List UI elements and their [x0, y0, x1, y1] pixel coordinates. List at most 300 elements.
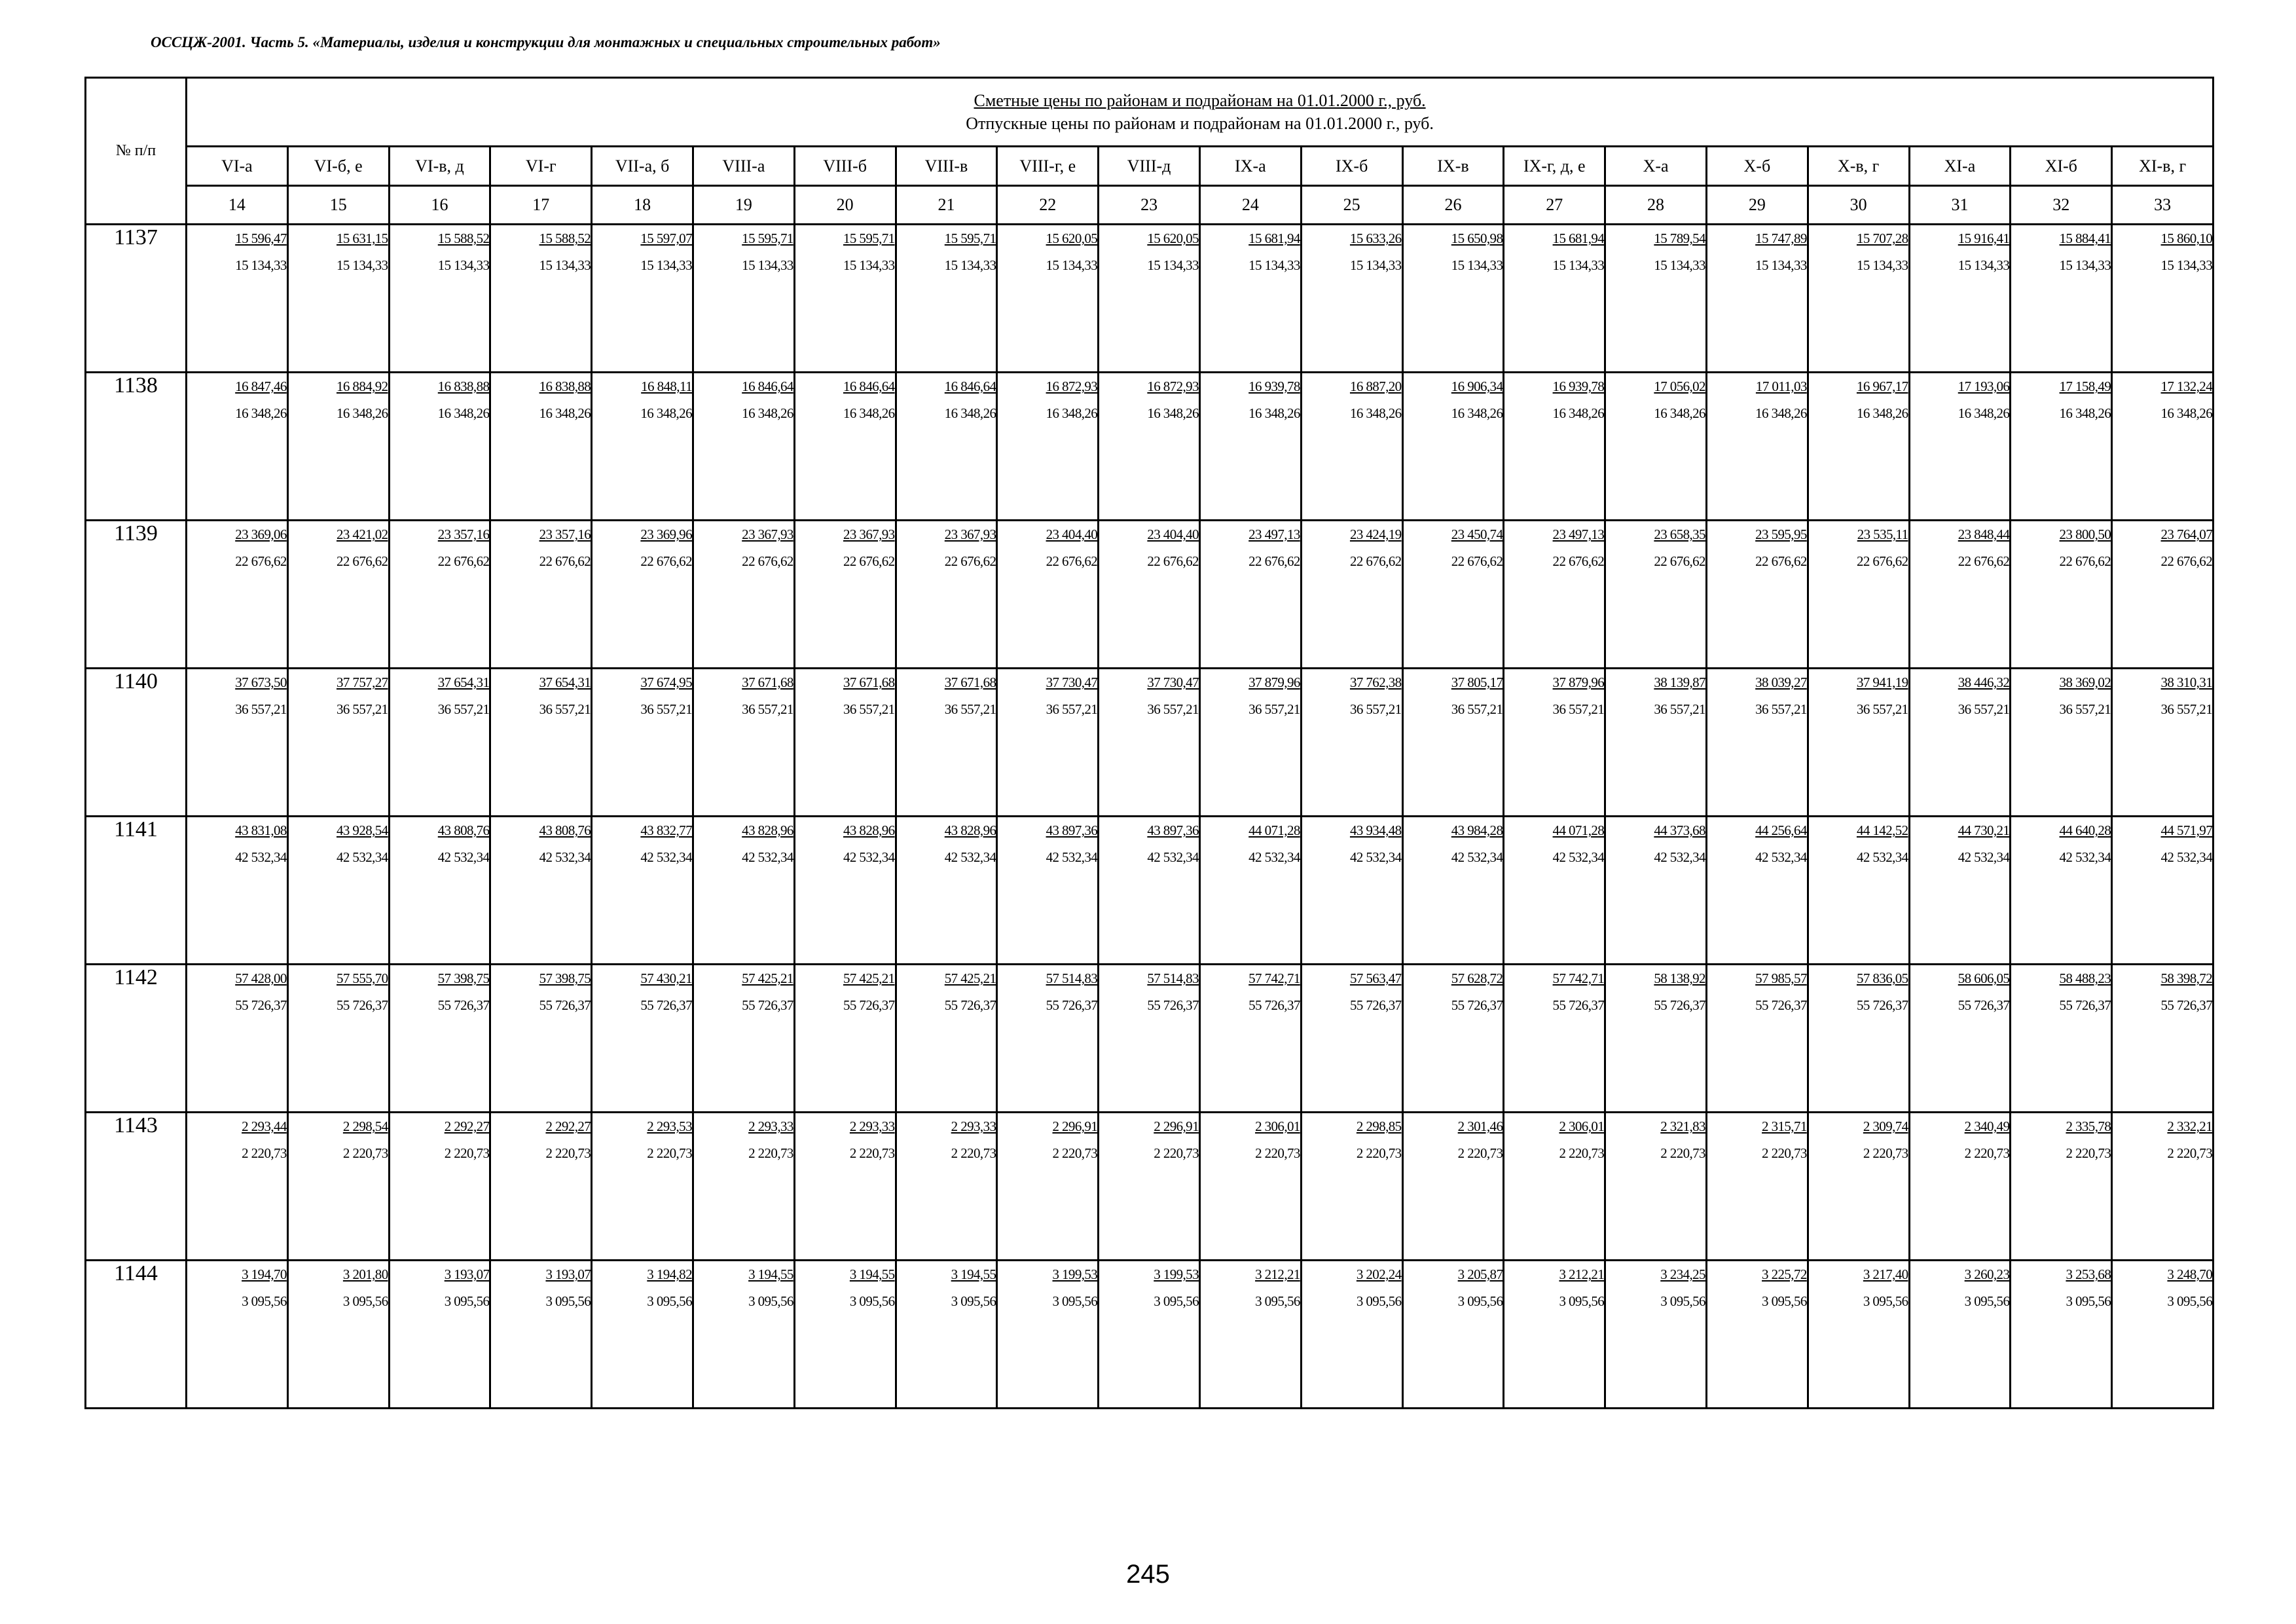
release-price: 42 532,34 — [1856, 849, 1908, 865]
estimate-price: 2 292,27 — [545, 1118, 591, 1134]
estimate-price: 2 293,33 — [951, 1118, 996, 1134]
estimate-price: 3 199,53 — [1052, 1266, 1098, 1282]
estimate-price: 23 369,96 — [640, 526, 692, 542]
release-price: 42 532,34 — [2160, 849, 2213, 865]
price-cell — [2011, 1113, 2112, 1261]
price-cell — [693, 373, 794, 521]
release-price: 36 557,21 — [944, 701, 996, 717]
price-cell — [896, 521, 997, 669]
price-cell — [794, 1261, 896, 1409]
estimate-price: 57 563,47 — [1349, 970, 1402, 986]
release-price: 42 532,34 — [1248, 849, 1300, 865]
release-price: 36 557,21 — [843, 701, 895, 717]
estimate-price: 2 293,44 — [242, 1118, 287, 1134]
estimate-price: 2 298,54 — [342, 1118, 388, 1134]
region-header: VIII-в — [896, 147, 997, 186]
estimate-price: 23 800,50 — [2059, 526, 2111, 542]
release-price: 15 134,33 — [1046, 257, 1098, 273]
estimate-price: 16 846,64 — [843, 378, 895, 394]
price-cell — [693, 965, 794, 1113]
price-cell — [1808, 817, 1909, 965]
estimate-price: 2 298,85 — [1356, 1118, 1402, 1134]
price-cell — [490, 225, 592, 373]
price-cell — [794, 669, 896, 817]
price-cell — [490, 373, 592, 521]
estimate-price: 3 234,25 — [1660, 1266, 1705, 1282]
estimate-price: 16 939,78 — [1248, 378, 1300, 394]
price-cell — [1909, 817, 2011, 965]
release-price: 15 134,33 — [2059, 257, 2111, 273]
estimate-price: 16 939,78 — [1552, 378, 1605, 394]
estimate-price: 2 332,21 — [2167, 1118, 2213, 1134]
release-price: 22 676,62 — [1856, 553, 1908, 569]
region-header: IX-г, д, е — [1504, 147, 1605, 186]
estimate-price: 43 831,08 — [235, 822, 287, 838]
release-price: 16 348,26 — [742, 405, 793, 421]
estimate-price: 37 730,47 — [1147, 674, 1199, 690]
price-cell — [1504, 373, 1605, 521]
estimate-price: 23 357,16 — [437, 526, 490, 542]
release-price: 22 676,62 — [742, 553, 793, 569]
release-price: 16 348,26 — [539, 405, 591, 421]
price-cell — [187, 1261, 288, 1409]
release-price: 36 557,21 — [1451, 701, 1503, 717]
estimate-price: 17 132,24 — [2160, 378, 2213, 394]
price-cell — [2112, 965, 2214, 1113]
release-price: 22 676,62 — [1046, 553, 1098, 569]
price-cell — [592, 225, 693, 373]
table-row — [86, 817, 2214, 965]
release-price: 36 557,21 — [336, 701, 388, 717]
release-price: 2 220,73 — [1863, 1145, 1908, 1161]
price-cell — [389, 669, 490, 817]
release-price: 15 134,33 — [1147, 257, 1199, 273]
price-cell — [2112, 521, 2214, 669]
row-number: 1137 — [86, 225, 187, 373]
price-cell — [1909, 1261, 2011, 1409]
price-cell — [187, 1113, 288, 1261]
price-cell — [1808, 1261, 1909, 1409]
release-price: 3 095,56 — [951, 1293, 996, 1309]
release-price: 15 134,33 — [437, 257, 490, 273]
estimate-price: 3 194,55 — [748, 1266, 793, 1282]
column-number: 14 — [187, 186, 288, 225]
release-price: 36 557,21 — [1755, 701, 1807, 717]
price-cell — [1199, 1113, 1301, 1261]
column-number: 19 — [693, 186, 794, 225]
estimate-price: 3 202,24 — [1356, 1266, 1402, 1282]
price-cell — [1909, 965, 2011, 1113]
release-price: 36 557,21 — [1856, 701, 1908, 717]
estimate-price: 23 367,93 — [843, 526, 895, 542]
release-price: 3 095,56 — [647, 1293, 692, 1309]
price-cell — [1706, 817, 1808, 965]
price-cell — [592, 817, 693, 965]
release-price: 22 676,62 — [843, 553, 895, 569]
estimate-price: 3 212,21 — [1255, 1266, 1300, 1282]
release-price: 22 676,62 — [1654, 553, 1705, 569]
price-caption — [187, 78, 2214, 147]
price-cell — [1504, 1261, 1605, 1409]
release-price: 55 726,37 — [742, 997, 793, 1013]
estimate-price: 3 201,80 — [342, 1266, 388, 1282]
estimate-price: 15 595,71 — [843, 231, 895, 246]
column-number: 31 — [1909, 186, 2011, 225]
estimate-price: 2 340,49 — [1964, 1118, 2010, 1134]
estimate-price: 2 296,91 — [1154, 1118, 1199, 1134]
column-number: 25 — [1301, 186, 1402, 225]
release-price: 55 726,37 — [1654, 997, 1705, 1013]
release-price: 2 220,73 — [2066, 1145, 2111, 1161]
column-number-row — [86, 186, 2214, 225]
release-price: 16 348,26 — [1552, 405, 1605, 421]
release-price: 3 095,56 — [1863, 1293, 1908, 1309]
price-cell — [896, 817, 997, 965]
estimate-price: 15 860,10 — [2160, 231, 2213, 246]
estimate-price: 3 193,07 — [545, 1266, 591, 1282]
release-price: 2 220,73 — [444, 1145, 490, 1161]
estimate-price: 3 248,70 — [2167, 1266, 2213, 1282]
table-row — [86, 521, 2214, 669]
price-cell — [490, 669, 592, 817]
release-price: 16 348,26 — [1147, 405, 1199, 421]
estimate-price: 15 620,05 — [1147, 231, 1199, 246]
release-price: 42 532,34 — [944, 849, 996, 865]
release-price: 36 557,21 — [539, 701, 591, 717]
release-price: 42 532,34 — [539, 849, 591, 865]
estimate-price: 37 879,96 — [1552, 674, 1605, 690]
release-price: 3 095,56 — [1762, 1293, 1807, 1309]
price-cell — [592, 521, 693, 669]
release-price: 22 676,62 — [235, 553, 287, 569]
estimate-price: 2 306,01 — [1255, 1118, 1300, 1134]
release-price: 16 348,26 — [2160, 405, 2213, 421]
estimate-price: 16 838,88 — [539, 378, 591, 394]
price-cell — [389, 817, 490, 965]
release-price: 16 348,26 — [1248, 405, 1300, 421]
release-price: 55 726,37 — [1755, 997, 1807, 1013]
estimate-price: 15 588,52 — [539, 231, 591, 246]
estimate-price: 3 253,68 — [2066, 1266, 2111, 1282]
price-cell — [592, 1261, 693, 1409]
price-cell — [693, 1113, 794, 1261]
price-cell — [794, 817, 896, 965]
estimate-price-caption: Сметные цены по районам и подрайонам на 01.01.2000 г., руб. — [974, 91, 1426, 110]
estimate-price: 3 205,87 — [1457, 1266, 1503, 1282]
region-header: VIII-б — [794, 147, 896, 186]
estimate-price: 2 296,91 — [1052, 1118, 1098, 1134]
release-price: 15 134,33 — [2160, 257, 2213, 273]
price-cell — [1099, 965, 1200, 1113]
release-price: 15 134,33 — [1755, 257, 1807, 273]
release-price: 36 557,21 — [2059, 701, 2111, 717]
estimate-price: 43 828,96 — [843, 822, 895, 838]
region-header: IX-а — [1199, 147, 1301, 186]
estimate-price: 57 398,75 — [437, 970, 490, 986]
price-cell — [896, 373, 997, 521]
column-number: 28 — [1605, 186, 1707, 225]
price-cell — [1808, 1113, 1909, 1261]
region-header: VIII-г, е — [997, 147, 1099, 186]
price-cell — [693, 669, 794, 817]
price-cell — [287, 373, 389, 521]
estimate-price: 15 595,71 — [944, 231, 996, 246]
release-price: 3 095,56 — [2167, 1293, 2213, 1309]
price-cell — [2112, 669, 2214, 817]
estimate-price: 15 588,52 — [437, 231, 490, 246]
release-price: 36 557,21 — [437, 701, 490, 717]
estimate-price: 57 425,21 — [944, 970, 996, 986]
estimate-price: 43 832,77 — [640, 822, 692, 838]
price-cell — [389, 1261, 490, 1409]
estimate-price: 2 315,71 — [1762, 1118, 1807, 1134]
release-price: 36 557,21 — [1349, 701, 1402, 717]
price-cell — [187, 669, 288, 817]
column-number: 21 — [896, 186, 997, 225]
release-price: 16 348,26 — [1451, 405, 1503, 421]
release-price: 55 726,37 — [640, 997, 692, 1013]
price-cell — [389, 521, 490, 669]
price-cell — [1099, 817, 1200, 965]
estimate-price: 57 836,05 — [1856, 970, 1908, 986]
region-header: IX-в — [1402, 147, 1504, 186]
estimate-price: 43 934,48 — [1349, 822, 1402, 838]
price-cell — [1301, 1261, 1402, 1409]
release-price: 15 134,33 — [1248, 257, 1300, 273]
estimate-price: 44 256,64 — [1755, 822, 1807, 838]
release-price: 2 220,73 — [951, 1145, 996, 1161]
estimate-price: 15 681,94 — [1552, 231, 1605, 246]
estimate-price: 3 217,40 — [1863, 1266, 1908, 1282]
price-cell — [997, 1113, 1099, 1261]
release-price: 2 220,73 — [545, 1145, 591, 1161]
region-header: VIII-а — [693, 147, 794, 186]
estimate-price: 57 428,00 — [235, 970, 287, 986]
estimate-price: 58 138,92 — [1654, 970, 1705, 986]
release-price: 16 348,26 — [1755, 405, 1807, 421]
release-price: 3 095,56 — [242, 1293, 287, 1309]
estimate-price: 44 071,28 — [1248, 822, 1300, 838]
release-price: 3 095,56 — [1559, 1293, 1605, 1309]
estimate-price: 15 633,26 — [1349, 231, 1402, 246]
estimate-price: 3 199,53 — [1154, 1266, 1199, 1282]
table-row — [86, 669, 2214, 817]
price-cell — [997, 965, 1099, 1113]
price-cell — [2112, 817, 2214, 965]
price-cell — [592, 373, 693, 521]
release-price: 36 557,21 — [1654, 701, 1705, 717]
release-price: 16 348,26 — [1046, 405, 1098, 421]
release-price: 2 220,73 — [1154, 1145, 1199, 1161]
price-cell — [592, 1113, 693, 1261]
estimate-price: 57 398,75 — [539, 970, 591, 986]
estimate-price: 16 848,11 — [641, 378, 692, 394]
release-price: 15 134,33 — [235, 257, 287, 273]
estimate-price: 3 194,82 — [647, 1266, 692, 1282]
release-price: 22 676,62 — [1958, 553, 2010, 569]
price-cell — [2112, 225, 2214, 373]
price-cell — [1909, 521, 2011, 669]
price-cell — [1402, 225, 1504, 373]
price-cell — [794, 373, 896, 521]
release-price: 15 134,33 — [944, 257, 996, 273]
estimate-price: 43 984,28 — [1451, 822, 1503, 838]
price-cell — [1605, 225, 1707, 373]
release-price: 15 134,33 — [1654, 257, 1705, 273]
estimate-price: 43 828,96 — [944, 822, 996, 838]
release-price: 22 676,62 — [1147, 553, 1199, 569]
release-price: 22 676,62 — [1552, 553, 1605, 569]
price-cell — [693, 521, 794, 669]
release-price: 3 095,56 — [444, 1293, 490, 1309]
estimate-price: 43 828,96 — [742, 822, 793, 838]
price-cell — [1706, 1113, 1808, 1261]
price-cell — [187, 521, 288, 669]
release-price: 2 220,73 — [647, 1145, 692, 1161]
price-cell — [389, 373, 490, 521]
price-cell — [1706, 225, 1808, 373]
price-cell — [1504, 669, 1605, 817]
price-cell — [187, 965, 288, 1113]
price-cell — [794, 225, 896, 373]
estimate-price: 3 260,23 — [1964, 1266, 2010, 1282]
region-header: IX-б — [1301, 147, 1402, 186]
estimate-price: 3 194,55 — [849, 1266, 895, 1282]
release-price: 22 676,62 — [944, 553, 996, 569]
release-price: 42 532,34 — [640, 849, 692, 865]
release-price: 55 726,37 — [1552, 997, 1605, 1013]
release-price: 42 532,34 — [1451, 849, 1503, 865]
price-cell — [187, 225, 288, 373]
column-number: 32 — [2011, 186, 2112, 225]
estimate-price: 58 606,05 — [1958, 970, 2010, 986]
release-price: 42 532,34 — [742, 849, 793, 865]
region-header: VI-б, е — [287, 147, 389, 186]
release-price: 22 676,62 — [539, 553, 591, 569]
price-cell — [490, 965, 592, 1113]
estimate-price: 38 369,02 — [2059, 674, 2111, 690]
column-number: 29 — [1706, 186, 1808, 225]
estimate-price: 15 789,54 — [1654, 231, 1705, 246]
price-cell — [2011, 669, 2112, 817]
price-cell — [1605, 669, 1707, 817]
estimate-price: 23 535,11 — [1857, 526, 1908, 542]
price-cell — [287, 225, 389, 373]
release-price: 2 220,73 — [1255, 1145, 1300, 1161]
price-cell — [1605, 965, 1707, 1113]
release-price: 55 726,37 — [1147, 997, 1199, 1013]
estimate-price: 16 887,20 — [1349, 378, 1402, 394]
release-price: 55 726,37 — [1958, 997, 2010, 1013]
estimate-price: 58 398,72 — [2160, 970, 2213, 986]
estimate-price: 23 450,74 — [1451, 526, 1503, 542]
release-price: 42 532,34 — [1755, 849, 1807, 865]
estimate-price: 44 142,52 — [1856, 822, 1908, 838]
release-price: 22 676,62 — [2160, 553, 2213, 569]
release-price: 55 726,37 — [843, 997, 895, 1013]
row-number: 1144 — [86, 1261, 187, 1409]
estimate-price: 37 730,47 — [1046, 674, 1098, 690]
row-number: 1138 — [86, 373, 187, 521]
estimate-price: 38 310,31 — [2160, 674, 2213, 690]
release-price: 16 348,26 — [843, 405, 895, 421]
release-price: 55 726,37 — [1451, 997, 1503, 1013]
price-cell — [1504, 521, 1605, 669]
price-cell — [1301, 965, 1402, 1113]
estimate-price: 2 293,53 — [647, 1118, 692, 1134]
estimate-price: 16 872,93 — [1046, 378, 1098, 394]
price-cell — [287, 1261, 389, 1409]
estimate-price: 16 872,93 — [1147, 378, 1199, 394]
estimate-price: 3 212,21 — [1559, 1266, 1605, 1282]
release-price: 16 348,26 — [944, 405, 996, 421]
estimate-price: 2 292,27 — [444, 1118, 490, 1134]
column-number: 33 — [2112, 186, 2214, 225]
estimate-price: 23 764,07 — [2160, 526, 2213, 542]
price-cell — [1909, 225, 2011, 373]
region-header: VII-а, б — [592, 147, 693, 186]
price-cell — [2011, 521, 2112, 669]
price-cell — [1504, 817, 1605, 965]
estimate-price: 44 571,97 — [2160, 822, 2213, 838]
release-price: 15 134,33 — [1958, 257, 2010, 273]
price-cell — [1808, 225, 1909, 373]
estimate-price: 44 730,21 — [1958, 822, 2010, 838]
release-price: 42 532,34 — [235, 849, 287, 865]
price-cell — [1706, 521, 1808, 669]
page-number: 245 — [1126, 1560, 1170, 1589]
price-cell — [2011, 965, 2112, 1113]
estimate-price: 3 225,72 — [1762, 1266, 1807, 1282]
price-cell — [1808, 965, 1909, 1113]
price-cell — [287, 1113, 389, 1261]
document-header: ОССЦЖ-2001. Часть 5. «Материалы, изделия и конструкции для монтажных и специальных строительных работ» — [151, 34, 941, 50]
estimate-price: 23 404,40 — [1147, 526, 1199, 542]
release-price: 36 557,21 — [1046, 701, 1098, 717]
release-price: 16 348,26 — [235, 405, 287, 421]
price-cell — [2011, 817, 2112, 965]
price-cell — [1402, 817, 1504, 965]
price-cell — [2011, 1261, 2112, 1409]
release-price: 2 220,73 — [849, 1145, 895, 1161]
release-price: 3 095,56 — [1356, 1293, 1402, 1309]
estimate-price: 37 673,50 — [235, 674, 287, 690]
estimate-price: 37 879,96 — [1248, 674, 1300, 690]
price-cell — [1199, 373, 1301, 521]
price-cell — [997, 1261, 1099, 1409]
price-cell — [1706, 965, 1808, 1113]
column-number: 17 — [490, 186, 592, 225]
release-price: 55 726,37 — [1349, 997, 1402, 1013]
release-price: 36 557,21 — [2160, 701, 2213, 717]
price-cell — [1099, 669, 1200, 817]
price-cell — [1909, 373, 2011, 521]
price-cell — [1199, 965, 1301, 1113]
release-price: 36 557,21 — [235, 701, 287, 717]
price-cell — [1605, 373, 1707, 521]
estimate-price: 37 757,27 — [336, 674, 388, 690]
release-price: 22 676,62 — [1349, 553, 1402, 569]
price-cell — [1706, 669, 1808, 817]
release-price: 42 532,34 — [2059, 849, 2111, 865]
estimate-price: 16 967,17 — [1856, 378, 1908, 394]
release-price: 3 095,56 — [1052, 1293, 1098, 1309]
release-price: 36 557,21 — [640, 701, 692, 717]
release-price: 3 095,56 — [849, 1293, 895, 1309]
price-cell — [1706, 1261, 1808, 1409]
estimate-price: 37 762,38 — [1349, 674, 1402, 690]
row-number: 1143 — [86, 1113, 187, 1261]
